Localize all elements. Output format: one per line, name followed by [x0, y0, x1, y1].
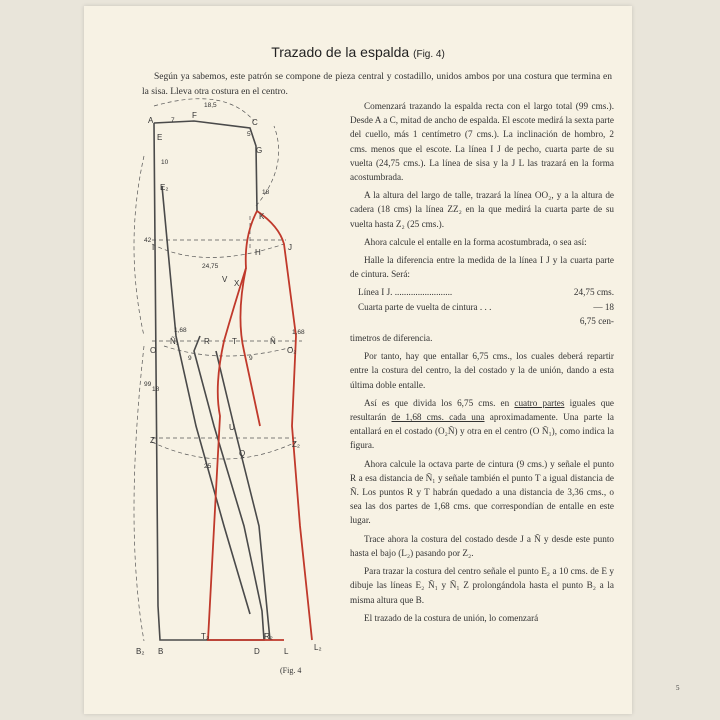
point-F: F	[192, 111, 197, 120]
point-R: R	[204, 337, 210, 346]
paragraph-3: Ahora calcule el entalle en la forma acostumbrada, o sea así:	[364, 236, 587, 247]
grey-inner-line	[216, 351, 270, 640]
paragraph-7-post: aproximadamente. Una parte la entallará en el costado (O₂Ñ) y otra en el centro (O Ñ₁), como indica la figura.	[350, 412, 614, 451]
measure-7: 7	[171, 117, 175, 124]
paragraph-6: Por tanto, hay que entallar 6,75 cms., los cuales deberá repartir entre la costura del centro, la del costado y la de unión, dando a esta última doble entalle.	[350, 351, 614, 390]
calc-row-1-label: Línea I J. .........................	[358, 287, 453, 298]
red-side-piece-left	[208, 211, 284, 640]
point-B: B	[158, 647, 164, 656]
page-number: 5	[676, 684, 680, 692]
point-H: H	[255, 248, 261, 257]
point-B2: B₂	[136, 647, 145, 656]
chest-arc	[152, 244, 284, 258]
point-O: O	[150, 346, 157, 355]
calculation-block	[350, 285, 614, 328]
measure-9b: 9	[249, 355, 253, 362]
measure-top: 18,5	[204, 102, 217, 109]
point-L: L	[284, 647, 289, 656]
measure-10: 10	[161, 159, 169, 166]
red-side-piece-right	[257, 211, 312, 640]
point-C: C	[252, 118, 258, 127]
measure-168a: 1,68	[174, 327, 187, 334]
text-column	[350, 99, 614, 629]
point-R2: R₂	[264, 632, 273, 641]
calc-row-1	[350, 285, 614, 299]
point-E: E	[157, 133, 163, 142]
point-V: V	[222, 275, 228, 284]
point-L2: L₂	[314, 643, 322, 652]
point-D: D	[254, 647, 260, 656]
grey-center-line	[162, 186, 250, 614]
calc-result: 6,75 cen-	[579, 315, 614, 326]
paragraph-7-pre: Así es que divida los 6,75 cms. en	[364, 397, 510, 408]
left-arc-top	[134, 156, 144, 336]
waist-arc	[164, 346, 296, 356]
paragraph-2: A la altura del largo de talle, trazará la línea OO₂, y a la altura de cadera (18 cms) la línea ZZ₂ en la que medirá la cuarta parte de su vuelta hasta Z₂ (25 cms.).	[350, 190, 614, 229]
paragraph-7-underline-1: cuatro partes	[514, 397, 565, 408]
paragraph-5: timetros de diferencia.	[350, 333, 433, 344]
measure-18b: 18	[152, 386, 160, 393]
point-O2: O₂	[287, 346, 297, 355]
document-page	[84, 6, 680, 714]
calc-row-2-label: Cuarta parte de vuelta de cintura . . .	[358, 301, 492, 312]
measure-99: 99	[144, 381, 152, 388]
paragraph-8: Ahora calcule la octava parte de cintura (9 cms.) y señale el punto R a esa distancia de Ñ₁ y señale también el punto T a igual distancia de Ñ. Los puntos R y T habrán quedado a una distancia de 3,36 cms., o sea las dos partes de 1,68 cms. que correspondían de entalle en este lugar.	[350, 458, 614, 526]
point-N: Ñ	[270, 337, 276, 346]
paragraph-10: Para trazar la costura del centro señale el punto E₂ a 10 cms. de E y dibuje las líneas E₂ Ñ₁ y Ñ₁ Z prolongándola hasta el punto B₂ a la misma altura que B.	[350, 566, 614, 605]
measure-168b: 1,68	[292, 329, 305, 336]
paragraph-4: Halle la diferencia entre la medida de la línea I J y la cuarta parte de cintura. Será:	[350, 255, 614, 280]
paragraph-7-underline-2: de 1,68 cms. cada una	[391, 412, 485, 423]
paragraph-7-mid: iguales que resultarán	[350, 397, 615, 423]
paragraph-1: Comenzará trazando la espalda recta con el largo total (99 cms.). Desde A a C, mitad de ancho de espalda. El escote medirá la sexta parte del cuello, más 1 centímetro (7 cms.). La inclinación de hombro, 2 cms. menos que el escote. La línea I J de pecho, cuarta parte de su vuelta (24,75 cms.). La línea de sisa y la J L las trazará en la forma acostumbrada.	[350, 101, 614, 183]
title-figure-ref: (Fig. 4)	[413, 49, 445, 60]
measure-42: 42	[144, 237, 152, 244]
point-E2: E₂	[160, 183, 169, 192]
measure-5: 5	[247, 131, 251, 138]
point-K: K	[259, 212, 265, 221]
calc-row-1-value: 24,75 cms.	[573, 287, 614, 298]
calc-row-2	[350, 300, 614, 314]
point-U: U	[229, 423, 235, 432]
paragraph-7	[350, 396, 614, 453]
measure-25: 25	[204, 463, 212, 470]
paragraph-11: El trazado de la costura de unión, lo comenzará	[364, 612, 539, 623]
point-Z2: Z₂	[292, 440, 300, 449]
measure-18a: 18	[262, 189, 270, 196]
paragraph-9: Trace ahora la costura del costado desde J a Ñ y desde este punto hasta el bajo (L₂) pasando por Z₂.	[350, 533, 614, 558]
calc-row-2-value: — 18	[593, 301, 614, 312]
point-N1: Ñ₁	[170, 337, 179, 346]
grey-shoulder	[154, 121, 257, 211]
point-X: X	[234, 279, 240, 288]
intro-paragraph: Según ya sabemos, este patrón se compone de pieza central y costadillo, unidos ambos por una costura que termina en la sisa. Lleva otra costura en el centro.	[142, 72, 612, 97]
grey-outline-left	[154, 123, 264, 640]
point-Z: Z	[150, 436, 155, 445]
point-T2: T₂	[201, 632, 209, 641]
hip-arc	[152, 442, 296, 459]
measure-9a: 9	[188, 355, 192, 362]
red-union-seam	[240, 268, 260, 426]
point-I: I	[152, 243, 155, 252]
title-text: Trazado de la espalda	[271, 44, 410, 60]
measure-2475: 24,75	[202, 263, 219, 270]
point-J: J	[288, 243, 292, 252]
point-G: G	[256, 146, 263, 155]
point-T: T	[232, 337, 237, 346]
figure-caption: (Fig. 4	[280, 666, 302, 675]
point-A: A	[148, 116, 154, 125]
left-arc-bottom	[134, 346, 144, 641]
point-Q: Q	[239, 449, 246, 458]
